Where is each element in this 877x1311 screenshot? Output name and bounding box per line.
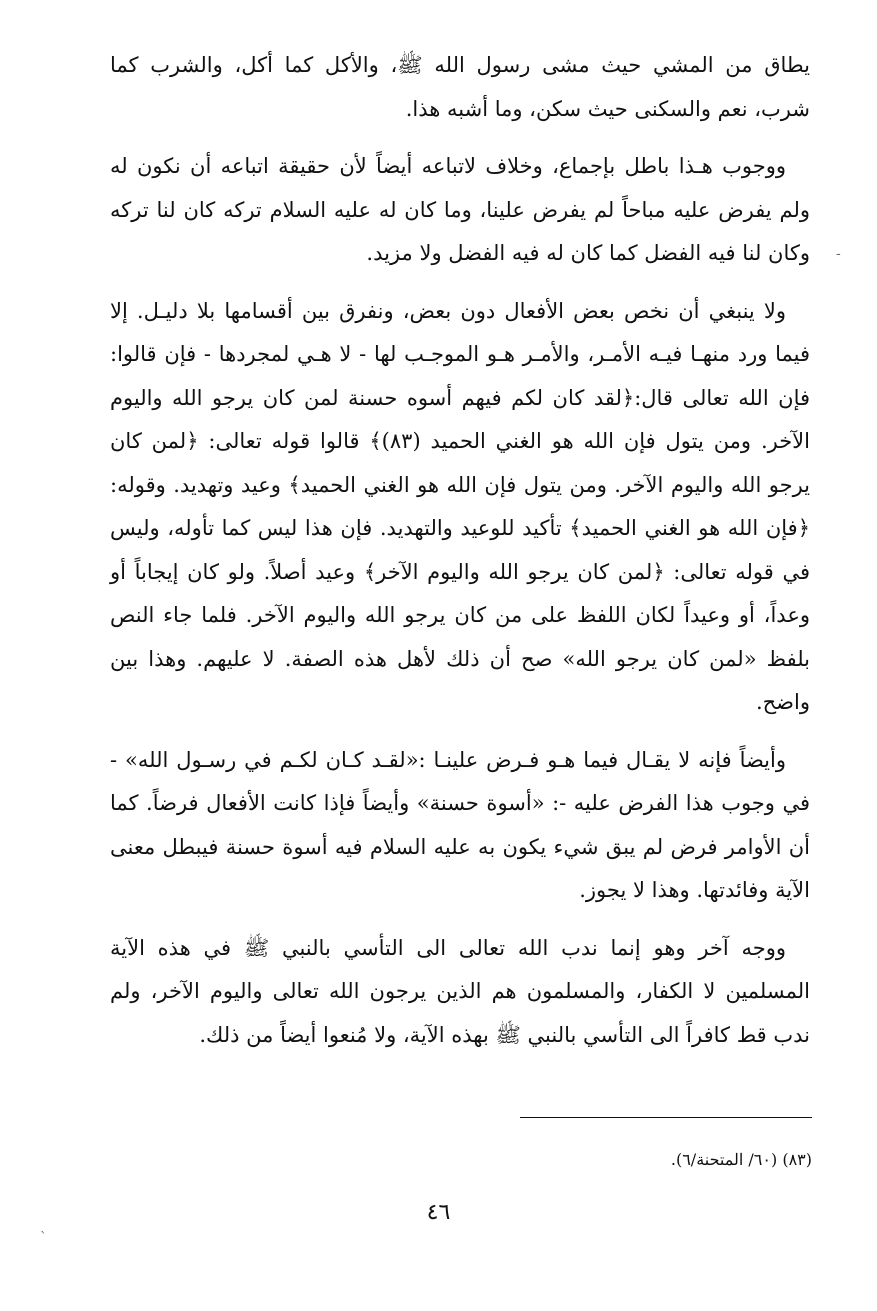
paragraph-5: ووجه آخر وهو إنما ندب الله تعالى الى التأسي بالنبي ﷺ في هذه الآية المسلمين لا الكفار، والمسلمون هم الذين يرجون الله تعالى واليوم الآخر، ولم ندب قط كافراً الى التأسي بالنبي ﷺ بهذه الآية، ولا مُنعوا أيضاً من ذلك. [110,935,810,1047]
paragraph-4: وأيضاً فإنه لا يقـال فيما هـو فـرض علينـا :«لقـد كـان لكـم في رسـول الله» - في وجوب هذا الفرض عليه -: «أسوة حسنة» وأيضاً فإذا كانت الأفعال فرضاً. كما أن الأوامر فرض لم يبق شيء يكون به عليه السلام فيه أسوة حسنة فيبطل معنى الآية وفائدتها. وهذا لا يجوز. [110,747,810,902]
paragraph-1: يطاق من المشي حيث مشى رسول الله ﷺ، والأكل كما أكل، والشرب كما شرب، نعم والسكنى حيث سكن، وما أشبه هذا. [110,53,810,121]
margin-tick-mark: - [836,246,841,262]
body-text [110,44,810,1071]
margin-tick-mark: ˋ [40,1230,47,1246]
footnote-divider [520,1117,812,1118]
paragraph-2: ووجوب هـذا باطل بإجماع، وخلاف لاتباعه أيضاً لأن حقيقة اتباعه أن نكون له ولم يفرض عليه مباحاً لم يفرض علينا، وما كان له عليه السلام تركه كان لنا تركه وكان لنا فيه الفضل كما كان له فيه الفضل ولا مزيد. [110,154,810,265]
footnote: (٨٣) (٦٠/ المتحنة/٦). [670,1150,812,1169]
page-number: ٤٦ [426,1200,451,1225]
paragraph-3: ولا ينبغي أن نخص بعض الأفعال دون بعض، ونفرق بين أقسامها بلا دليـل. إلا فيما ورد منهـا فيـه الأمـر، والأمـر هـو الموجـب لها - لا هـي لمجردها - فإن قالوا: فإن الله تعالى قال:﴿لقد كان لكم فيهم أسوه حسنة لمن كان يرجو الله واليوم الآخر. ومن يتول فإن الله هو الغني الحميد (٨٣)﴾ قالوا قوله تعالى: ﴿لمن كان يرجو الله واليوم الآخر. ومن يتول فإن الله هو الغني الحميد﴾ وعيد وتهديد. وقوله: ﴿فإن الله هو الغني الحميد﴾ تأكيد للوعيد والتهديد. فإن هذا ليس كما تأوله، وليس في قوله تعالى: ﴿لمن كان يرجو الله واليوم الآخر﴾ وعيد أصلاً. ولو كان إيجاباً أو وعداً، أو وعيداً لكان اللفظ على من كان يرجو الله واليوم الآخر. فلما جاء النص بلفظ «لمن كان يرجو الله» صح أن ذلك لأهل هذه الصفة. لا عليهم. وهذا بين واضح. [110,298,810,714]
